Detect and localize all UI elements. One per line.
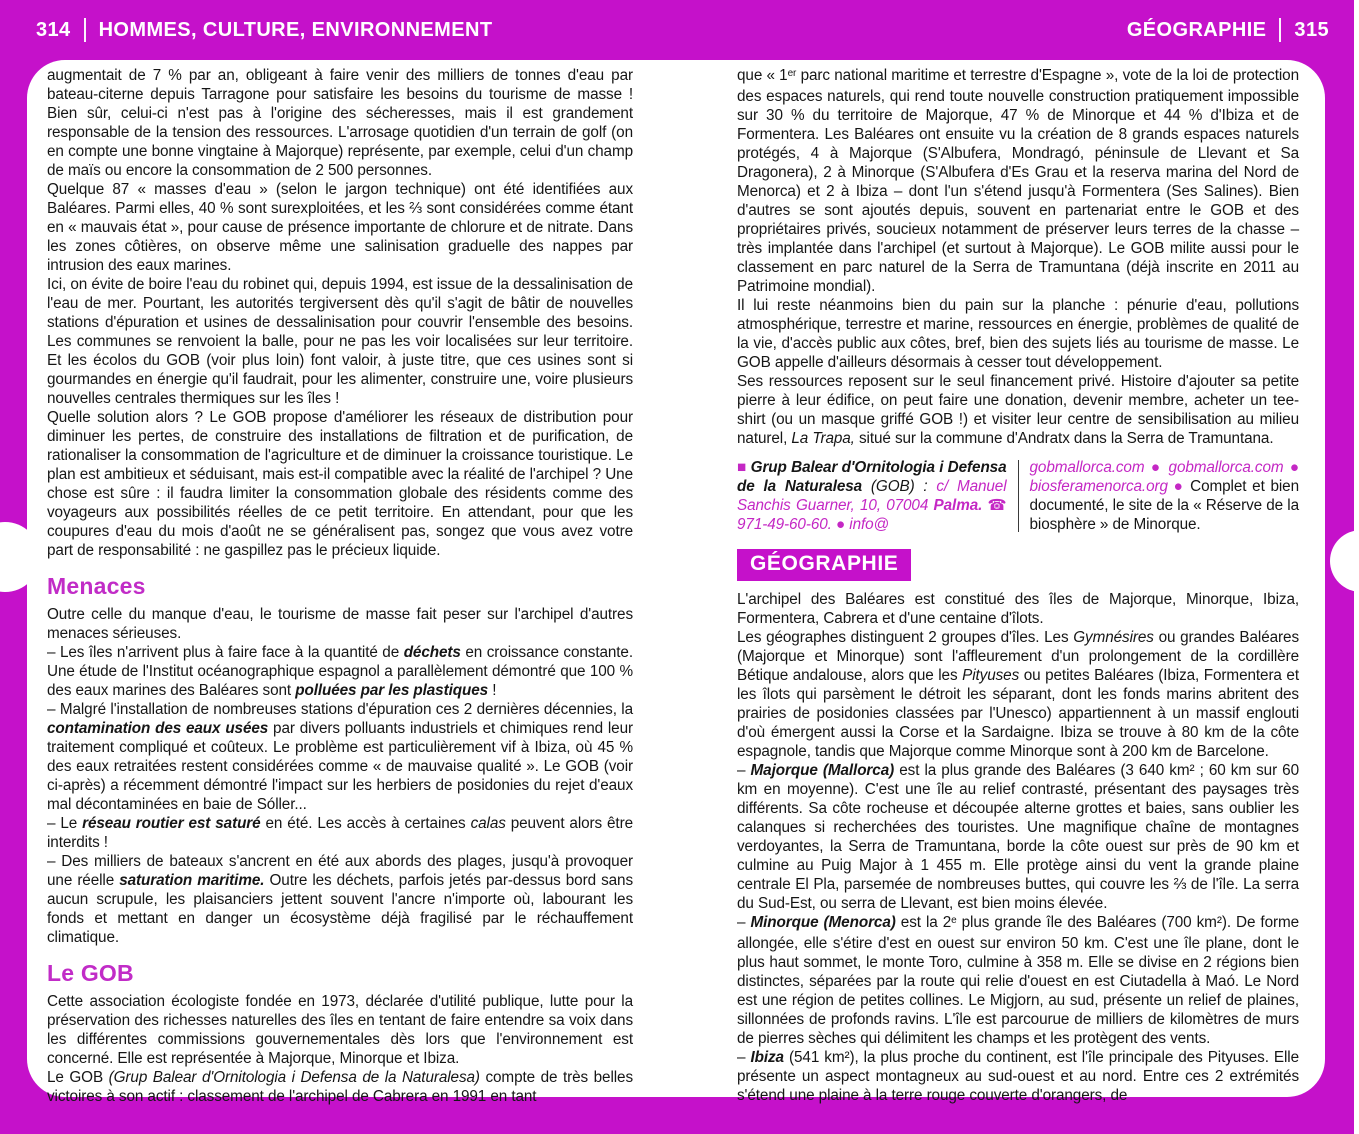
right-column — [737, 66, 1299, 1105]
paragraph: – Les îles n'arrivent plus à faire face à la quantité de déchets en croissance constante. Une étude de l'Institut océanographique espagnol a parallèlement démontré que 100 % des eaux marines des Baléares sont polluées par les plastiques ! — [47, 644, 633, 699]
paragraph: que « 1er parc national maritime et terrestre d'Espagne », vote de la loi de protection des espaces naturels, qui rend toute nouvelle construction pratiquement impossible sur 30 % du territoire de Majorque, 47 % de Minorque et 44 % d'Ibiza et de Formentera. Les Baléares ont ensuite vu la création de 8 grands espaces naturels protégés, 4 à Majorque (S'Albufera, Mondragó, péninsule de Llevant et Sa Dragonera), 2 à Minorque (S'Albufera d'Es Grau et la reserva marina del Nord de Menorca) et 2 à Ibiza – dont l'un s'étend jusqu'à Formentera (Ses Salines). Bien d'autres se sont ajoutés depuis, souvent en partenariat entre le GOB et des propriétaires privés, soucieux notamment de préserver leurs terres de la chasse – très implantée dans l'archipel (et surtout à Majorque). Le GOB milite aussi pour le classement en parc naturel de la Serra de Tramuntana (déjà inscrite en 2011 au Patrimoine mondial). — [737, 67, 1299, 295]
paragraph: – Malgré l'installation de nombreuses stations d'épuration ces 2 dernières décennies, la contamination des eaux usées par divers polluants industriels et chimiques rend leur traitement compliqué et coûteux. Le problème est particulièrement vif à Ibiza, où 45 % des eaux retraitées restent considérées comme « de mauvaise qualité ». Le GOB (voir ci-après) a récemment démontré l'impact sur les herbiers de posidonies du rejet d'eaux mal décontaminées en baie de Sóller... — [47, 701, 633, 813]
left-column — [47, 66, 633, 1106]
right-page-number: 315 — [1294, 18, 1329, 41]
section-heading: Le GOB — [47, 960, 134, 986]
address-block — [737, 458, 1299, 534]
right-page-title: GÉOGRAPHIE — [1126, 18, 1267, 41]
section-banner: GÉOGRAPHIE — [737, 549, 911, 581]
right-page-header — [1127, 0, 1329, 60]
paragraph: – Le réseau routier est saturé en été. Les accès à certaines calas peuvent alors être interdits ! — [47, 815, 633, 851]
section-heading: Menaces — [47, 573, 146, 599]
left-page-header — [36, 0, 492, 60]
paragraph: Les géographes distinguent 2 groupes d'îles. Les Gymnésires ou grandes Baléares (Majorque et Minorque) sont l'affleurement d'un prolongement de la cordillère Bétique andalouse, alors que les Pityuses ou petites Baléares (Ibiza, Formentera et les îlots qui parsèment le détroit les séparant, dont les fonds marins abritent des prairies de posidonies classées par l'Unesco) appartiennent à un massif englouti d'où émergent aussi la Corse et la Sardaigne. Ibiza se trouve à 80 km de la côte espagnole, tandis que Majorque comme Minorque sont à 200 km de Barcelone. — [737, 629, 1299, 760]
address-divider — [1018, 460, 1019, 532]
header-divider — [1279, 18, 1281, 42]
scan-edge-sliver — [1354, 0, 1359, 1134]
paragraph: L'archipel des Baléares est constitué des îles de Majorque, Minorque, Ibiza, Formentera, Cabrera et d'une centaine d'îlots. — [737, 591, 1299, 627]
paragraph: – Minorque (Menorca) est la 2e plus grande île des Baléares (700 km²). De forme allongée, elle s'étire d'est en ouest sur environ 50 km. C'est une île plane, dont le plus haut sommet, le monte Toro, culmine à 358 m. Elle se divise en 2 régions bien distinctes, séparées par la route qui relie d'ouest en est Ciutadella à Maó. Le Nord est une région de petites collines. Le Migjorn, au sud, présente un relief de plaines, sillonnées de profonds ravins. L'île est parcourue de milliers de kilomètres de murs de pierres sèches qui délimitent les champs et les protègent des vents. — [737, 914, 1300, 1047]
header-divider — [84, 18, 86, 42]
address-left: ■ Grup Balear d'Ornitologia i Defensa de la Naturalesa (GOB) : c/ Manuel Sanchis Guarner, 10, 07004 Palma. ☎ 971-49-60-60. ● info@ — [737, 459, 1007, 533]
left-page-number: 314 — [36, 18, 71, 41]
paragraph: Il lui reste néanmoins bien du pain sur la planche : pénurie d'eau, pollutions atmosphérique, terrestre et marine, ressources en énergie, problèmes de qualité de la vie, d'accès public aux côtes, bref, bien des sujets liés au tourisme de masse. Le GOB appelle d'ailleurs désormais à cesser tout développement. — [737, 297, 1299, 371]
paragraph: augmentait de 7 % par an, obligeant à faire venir des milliers de tonnes d'eau par bateau-citerne depuis Tarragone pour satisfaire les besoins du tourisme de masse ! Bien sûr, celui-ci n'est pas à l'origine des sécheresses, mais il est grandement responsable de la tension des ressources. L'arrosage quotidien d'un terrain de golf (on en compte une bonne vingtaine à Majorque) représente, par exemple, celui d'un champ de maïs ou encore la consommation de 2 500 personnes. — [47, 67, 633, 179]
section-banner-row — [737, 549, 1299, 581]
address-right: gobmallorca.com ● gobmallorca.com ● biosferamenorca.org ● Complet et bien documenté, le site de la « Réserve de la biosphère » de Minorque. — [1029, 459, 1300, 533]
paragraph: – Ibiza (541 km²), la plus proche du continent, est l'île principale des Pityuses. Elle présente un aspect montagneux au sud-ouest et au nord. Entre ces 2 extrémités s'étend une plaine à la terre rouge couverte d'orangers, de — [737, 1049, 1300, 1104]
paragraph: Ici, on évite de boire l'eau du robinet qui, depuis 1994, est issue de la dessalinisation de l'eau de mer. Pourtant, les autorités tergiversent dès qu'il s'agit de bâtir de nouvelles stations d'épuration et usines de dessalinisation pour couvrir l'ensemble des besoins. Les communes se renvoient la balle, pour ne pas les voir localisées sur leur territoire. Et les écolos du GOB (voir plus loin) font valoir, à juste titre, que ces usines sont si gourmandes en énergie qu'il faudrait, pour les alimenter, construire une, voire plusieurs nouvelles centrales thermiques sur les îles ! — [47, 276, 633, 407]
paragraph: Ses ressources reposent sur le seul financement privé. Histoire d'ajouter sa petite pierre à leur édifice, on peut faire une donation, devenir membre, acheter un tee-shirt (ou un masque griffé GOB !) et visiter leur centre de sensibilisation au milieu naturel, La Trapa, situé sur la commune d'Andratx dans la Serra de Tramuntana. — [737, 373, 1299, 447]
paragraph: Quelle solution alors ? Le GOB propose d'améliorer les réseaux de distribution pour diminuer les pertes, de construire des installations de filtration et de purification, de rationaliser la consommation de l'agriculture et de diminuer la croissance touristique. Le plan est ambitieux et séduisant, mais est-il compatible avec la réalité de l'archipel ? Une chose est sûre : il faudra limiter la consommation globale des résidents comme des voyageurs aux possibilités réelles de ce petit territoire. En attendant, pour que les coupures d'eau du mois d'août ne se généralisent pas, songez que vous avez votre part de responsabilité : ne gaspillez pas le précieux liquide. — [47, 409, 633, 559]
paragraph: Outre celle du manque d'eau, le tourisme de masse fait peser sur l'archipel d'autres menaces sérieuses. — [47, 606, 633, 642]
paragraph: Cette association écologiste fondée en 1973, déclarée d'utilité publique, lutte pour la préservation des richesses naturelles des îles en tentant de faire entendre sa voix dans les différentes commissions gouvernementales dès lors que l'environnement est concerné. Elle est représentée à Majorque, Minorque et Ibiza. — [47, 993, 633, 1067]
paragraph: – Des milliers de bateaux s'ancrent en été aux abords des plages, jusqu'à provoquer une réelle saturation maritime. Outre les déchets, parfois jetés par-dessus bord sans aucun scrupule, les plaisanciers jettent souvent l'ancre n'importe où, labourant les fonds et mettant en danger un écosystème déjà fragilisé par le réchauffement climatique. — [47, 853, 633, 946]
paragraph: – Majorque (Mallorca) est la plus grande des Baléares (3 640 km² ; 60 km sur 60 km en moyenne). C'est une île au relief contrasté, présentant des paysages très différents. Sa côte rocheuse et découpée alterne grottes et baies, sans oublier les calanques si recherchées des touristes. Une magnifique chaîne de montagnes verdoyantes, la Serra de Tramuntana, borde la côte ouest sur près de 90 km et culmine au Puig Major à 1 455 m. Elle protège ainsi du vent la grande plaine centrale El Pla, parsemée de nombreuses buttes, qui couvre les ⅔ de l'île. La serra du Sud-Est, ou serra de Llevant, est bien moins élevée. — [737, 762, 1299, 912]
paragraph: Le GOB (Grup Balear d'Ornitologia i Defensa de la Naturalesa) compte de très belles victoires à son actif : classement de l'archipel de Cabrera en 1991 en tant — [47, 1069, 633, 1105]
paragraph: Quelque 87 « masses d'eau » (selon le jargon technique) ont été identifiées aux Baléares. Parmi elles, 40 % sont surexploitées, et les ⅔ sont considérées comme étant en « mauvais état », pour cause de présence importante de chlorure et de nitrate. Dans les zones côtières, on observe même une salinisation graduelle des nappes par intrusion des eaux marines. — [47, 181, 633, 274]
left-page-title: HOMMES, CULTURE, ENVIRONNEMENT — [98, 18, 493, 41]
